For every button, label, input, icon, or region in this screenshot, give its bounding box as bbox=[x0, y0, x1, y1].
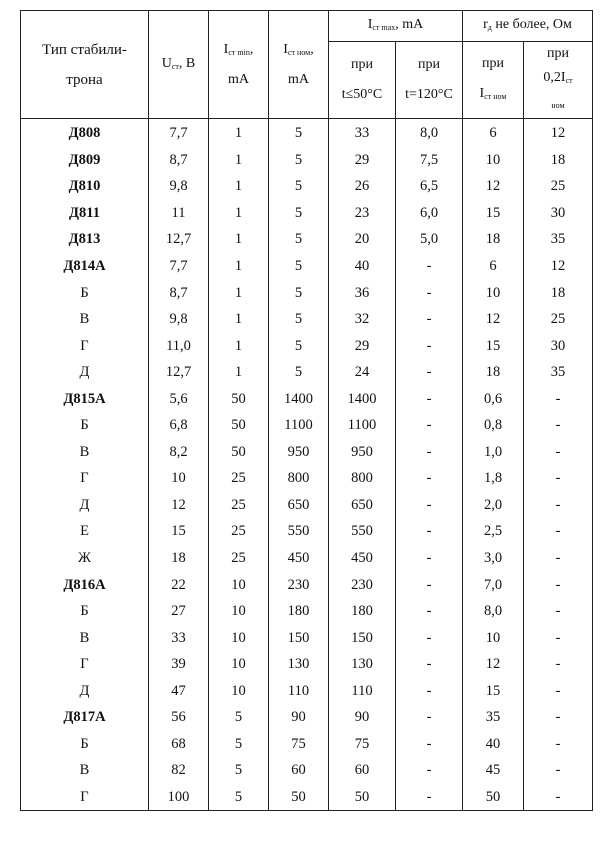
header-r-nom-line1: при bbox=[482, 55, 504, 71]
cell-imax-50c: 950 bbox=[329, 439, 396, 466]
cell-r-nom: 35 bbox=[463, 704, 524, 731]
cell-r-nom: 1,0 bbox=[463, 439, 524, 466]
cell-r-nom: 15 bbox=[463, 200, 524, 227]
cell-imax-50c: 1400 bbox=[329, 385, 396, 412]
table-row bbox=[21, 385, 593, 412]
cell-r-02: - bbox=[524, 439, 593, 466]
cell-r-nom: 3,0 bbox=[463, 545, 524, 572]
cell-r-02: 12 bbox=[524, 119, 593, 147]
cell-type: Д808 bbox=[21, 119, 149, 147]
header-r-nom bbox=[463, 42, 524, 119]
cell-r-nom: 8,0 bbox=[463, 598, 524, 625]
cell-imax-120c: - bbox=[396, 784, 463, 811]
cell-r-nom: 2,5 bbox=[463, 518, 524, 545]
cell-inom: 130 bbox=[269, 651, 329, 678]
cell-imin: 1 bbox=[209, 332, 269, 359]
cell-inom: 650 bbox=[269, 492, 329, 519]
header-imax-sub: ст max bbox=[372, 23, 396, 32]
cell-imax-50c: 20 bbox=[329, 226, 396, 253]
cell-r-02: - bbox=[524, 651, 593, 678]
cell-inom: 5 bbox=[269, 173, 329, 200]
table-row bbox=[21, 545, 593, 572]
cell-r-nom: 7,0 bbox=[463, 571, 524, 598]
cell-inom: 5 bbox=[269, 226, 329, 253]
table-row bbox=[21, 226, 593, 253]
cell-imin: 25 bbox=[209, 518, 269, 545]
header-imin-sub: ст min bbox=[228, 48, 250, 57]
cell-imax-50c: 650 bbox=[329, 492, 396, 519]
header-imax-50c-line2: t≤50°C bbox=[341, 87, 383, 102]
cell-voltage: 11,0 bbox=[149, 332, 209, 359]
header-inom-unit: mA bbox=[288, 72, 309, 87]
cell-type: В bbox=[21, 306, 149, 333]
cell-imax-50c: 36 bbox=[329, 279, 396, 306]
cell-voltage: 10 bbox=[149, 465, 209, 492]
cell-imax-120c: - bbox=[396, 598, 463, 625]
cell-r-02: - bbox=[524, 731, 593, 758]
cell-imax-50c: 33 bbox=[329, 119, 396, 147]
cell-voltage: 12 bbox=[149, 492, 209, 519]
cell-inom: 230 bbox=[269, 571, 329, 598]
table-row bbox=[21, 253, 593, 280]
cell-imin: 5 bbox=[209, 731, 269, 758]
header-type bbox=[21, 11, 149, 119]
cell-imax-120c: - bbox=[396, 359, 463, 386]
cell-type: Г bbox=[21, 465, 149, 492]
cell-voltage: 47 bbox=[149, 677, 209, 704]
cell-type: В bbox=[21, 624, 149, 651]
cell-imin: 5 bbox=[209, 784, 269, 811]
cell-imin: 1 bbox=[209, 119, 269, 147]
table-row bbox=[21, 439, 593, 466]
cell-inom: 75 bbox=[269, 731, 329, 758]
table-row bbox=[21, 200, 593, 227]
cell-r-02: - bbox=[524, 598, 593, 625]
cell-imax-120c: - bbox=[396, 412, 463, 439]
header-r-02-main: 0,2I bbox=[543, 70, 566, 85]
cell-voltage: 82 bbox=[149, 757, 209, 784]
cell-imin: 10 bbox=[209, 598, 269, 625]
cell-imin: 10 bbox=[209, 571, 269, 598]
header-r-02-line3: ном bbox=[551, 101, 565, 110]
table-row bbox=[21, 147, 593, 174]
table-row bbox=[21, 173, 593, 200]
header-imin-main: I bbox=[223, 42, 229, 57]
cell-voltage: 7,7 bbox=[149, 119, 209, 147]
cell-voltage: 8,2 bbox=[149, 439, 209, 466]
cell-r-nom: 10 bbox=[463, 624, 524, 651]
header-resistance-tail: не более, Ом bbox=[491, 17, 572, 32]
cell-imin: 50 bbox=[209, 385, 269, 412]
cell-voltage: 68 bbox=[149, 731, 209, 758]
cell-imin: 10 bbox=[209, 651, 269, 678]
cell-r-02: 30 bbox=[524, 332, 593, 359]
cell-r-02: 30 bbox=[524, 200, 593, 227]
cell-r-nom: 12 bbox=[463, 651, 524, 678]
cell-r-02: 12 bbox=[524, 253, 593, 280]
cell-imax-120c: - bbox=[396, 332, 463, 359]
cell-r-nom: 18 bbox=[463, 359, 524, 386]
cell-voltage: 11 bbox=[149, 200, 209, 227]
header-imax-120c-line2: t=120°C bbox=[405, 87, 453, 102]
cell-voltage: 12,7 bbox=[149, 359, 209, 386]
cell-type: Д bbox=[21, 492, 149, 519]
header-r-02-line1: при bbox=[547, 46, 569, 61]
zener-diode-table bbox=[20, 10, 593, 811]
cell-inom: 90 bbox=[269, 704, 329, 731]
cell-inom: 60 bbox=[269, 757, 329, 784]
cell-imin: 50 bbox=[209, 412, 269, 439]
cell-imin: 50 bbox=[209, 439, 269, 466]
cell-voltage: 22 bbox=[149, 571, 209, 598]
cell-imin: 1 bbox=[209, 226, 269, 253]
cell-imax-50c: 110 bbox=[329, 677, 396, 704]
header-imax-unit: , mA bbox=[395, 17, 424, 32]
cell-voltage: 15 bbox=[149, 518, 209, 545]
cell-imax-50c: 550 bbox=[329, 518, 396, 545]
cell-r-nom: 15 bbox=[463, 677, 524, 704]
cell-voltage: 8,7 bbox=[149, 147, 209, 174]
cell-r-02: 25 bbox=[524, 306, 593, 333]
cell-r-nom: 0,6 bbox=[463, 385, 524, 412]
cell-imin: 1 bbox=[209, 173, 269, 200]
header-imax-group bbox=[329, 11, 463, 42]
cell-inom: 1100 bbox=[269, 412, 329, 439]
cell-imin: 10 bbox=[209, 624, 269, 651]
cell-inom: 5 bbox=[269, 279, 329, 306]
header-imin bbox=[209, 11, 269, 119]
cell-imin: 10 bbox=[209, 677, 269, 704]
header-imax-120c bbox=[396, 42, 463, 119]
cell-type: Б bbox=[21, 279, 149, 306]
cell-inom: 5 bbox=[269, 359, 329, 386]
cell-r-02: 35 bbox=[524, 359, 593, 386]
cell-imin: 25 bbox=[209, 545, 269, 572]
cell-r-02: 35 bbox=[524, 226, 593, 253]
cell-imax-120c: - bbox=[396, 279, 463, 306]
cell-voltage: 18 bbox=[149, 545, 209, 572]
cell-r-nom: 18 bbox=[463, 226, 524, 253]
cell-voltage: 12,7 bbox=[149, 226, 209, 253]
cell-r-nom: 10 bbox=[463, 147, 524, 174]
header-voltage-sub: ст bbox=[171, 61, 179, 71]
cell-imax-120c: - bbox=[396, 439, 463, 466]
cell-imax-120c: - bbox=[396, 465, 463, 492]
cell-voltage: 7,7 bbox=[149, 253, 209, 280]
cell-imax-50c: 50 bbox=[329, 784, 396, 811]
cell-type: Б bbox=[21, 731, 149, 758]
cell-r-02: - bbox=[524, 704, 593, 731]
header-resistance-sub: д bbox=[487, 23, 492, 32]
header-inom-main: I bbox=[283, 42, 288, 57]
table-row bbox=[21, 571, 593, 598]
cell-imax-120c: - bbox=[396, 545, 463, 572]
cell-r-02: - bbox=[524, 492, 593, 519]
cell-type: Д814А bbox=[21, 253, 149, 280]
cell-imax-50c: 26 bbox=[329, 173, 396, 200]
cell-r-02: - bbox=[524, 518, 593, 545]
cell-imax-120c: - bbox=[396, 704, 463, 731]
cell-r-nom: 12 bbox=[463, 173, 524, 200]
cell-imin: 1 bbox=[209, 200, 269, 227]
header-r-nom-sub: ст ном bbox=[484, 91, 507, 101]
cell-type: Д bbox=[21, 359, 149, 386]
cell-imax-120c: - bbox=[396, 518, 463, 545]
header-inom-sub: ст ном bbox=[287, 48, 311, 57]
cell-imax-50c: 24 bbox=[329, 359, 396, 386]
cell-imax-50c: 1100 bbox=[329, 412, 396, 439]
cell-type: Д bbox=[21, 677, 149, 704]
cell-inom: 800 bbox=[269, 465, 329, 492]
table-row bbox=[21, 757, 593, 784]
table-row bbox=[21, 306, 593, 333]
table-row bbox=[21, 332, 593, 359]
header-resistance-main: r bbox=[483, 17, 488, 32]
cell-type: Ж bbox=[21, 545, 149, 572]
cell-type: Г bbox=[21, 784, 149, 811]
cell-imax-50c: 800 bbox=[329, 465, 396, 492]
table-row bbox=[21, 651, 593, 678]
cell-inom: 5 bbox=[269, 332, 329, 359]
header-imax-main: I bbox=[367, 17, 373, 32]
header-r-nom-main: I bbox=[479, 85, 485, 101]
cell-inom: 5 bbox=[269, 306, 329, 333]
cell-imax-120c: - bbox=[396, 624, 463, 651]
cell-r-nom: 45 bbox=[463, 757, 524, 784]
header-voltage-unit: , В bbox=[178, 55, 196, 71]
cell-inom: 1400 bbox=[269, 385, 329, 412]
table-row bbox=[21, 412, 593, 439]
cell-voltage: 39 bbox=[149, 651, 209, 678]
cell-imax-120c: 5,0 bbox=[396, 226, 463, 253]
cell-imax-50c: 130 bbox=[329, 651, 396, 678]
table-row bbox=[21, 492, 593, 519]
cell-inom: 110 bbox=[269, 677, 329, 704]
cell-r-02: - bbox=[524, 571, 593, 598]
cell-r-nom: 6 bbox=[463, 119, 524, 147]
cell-inom: 5 bbox=[269, 253, 329, 280]
table-row bbox=[21, 359, 593, 386]
cell-imax-120c: 6,5 bbox=[396, 173, 463, 200]
cell-r-nom: 50 bbox=[463, 784, 524, 811]
cell-imin: 5 bbox=[209, 757, 269, 784]
cell-type: В bbox=[21, 757, 149, 784]
cell-imin: 1 bbox=[209, 359, 269, 386]
cell-r-02: - bbox=[524, 677, 593, 704]
cell-type: Д817А bbox=[21, 704, 149, 731]
cell-voltage: 56 bbox=[149, 704, 209, 731]
cell-inom: 5 bbox=[269, 200, 329, 227]
cell-imax-50c: 32 bbox=[329, 306, 396, 333]
header-imax-50c bbox=[329, 42, 396, 119]
cell-r-nom: 2,0 bbox=[463, 492, 524, 519]
cell-type: Д809 bbox=[21, 147, 149, 174]
cell-r-02: - bbox=[524, 757, 593, 784]
cell-inom: 950 bbox=[269, 439, 329, 466]
table-row bbox=[21, 784, 593, 811]
cell-imax-50c: 60 bbox=[329, 757, 396, 784]
table-row bbox=[21, 704, 593, 731]
cell-imax-120c: - bbox=[396, 253, 463, 280]
cell-type: Г bbox=[21, 332, 149, 359]
header-voltage bbox=[149, 11, 209, 119]
cell-r-nom: 6 bbox=[463, 253, 524, 280]
table-row bbox=[21, 279, 593, 306]
cell-type: Д815А bbox=[21, 385, 149, 412]
cell-r-02: 18 bbox=[524, 279, 593, 306]
cell-imax-50c: 180 bbox=[329, 598, 396, 625]
cell-r-02: - bbox=[524, 465, 593, 492]
cell-imax-120c: 6,0 bbox=[396, 200, 463, 227]
cell-imin: 25 bbox=[209, 492, 269, 519]
cell-imax-50c: 40 bbox=[329, 253, 396, 280]
cell-type: Д810 bbox=[21, 173, 149, 200]
header-r-02-sub: ст bbox=[565, 76, 573, 85]
header-imax-120c-line1: при bbox=[418, 57, 440, 72]
cell-type: Б bbox=[21, 598, 149, 625]
cell-voltage: 9,8 bbox=[149, 173, 209, 200]
cell-voltage: 9,8 bbox=[149, 306, 209, 333]
cell-imin: 1 bbox=[209, 306, 269, 333]
cell-voltage: 33 bbox=[149, 624, 209, 651]
table-row bbox=[21, 677, 593, 704]
cell-imax-120c: - bbox=[396, 492, 463, 519]
header-voltage-main: U bbox=[161, 55, 172, 71]
cell-inom: 550 bbox=[269, 518, 329, 545]
cell-r-02: - bbox=[524, 412, 593, 439]
cell-imax-120c: - bbox=[396, 757, 463, 784]
header-imax-50c-line1: при bbox=[351, 57, 373, 72]
header-type-line1: Тип стабили- bbox=[42, 41, 127, 58]
cell-imax-50c: 90 bbox=[329, 704, 396, 731]
table-row bbox=[21, 518, 593, 545]
cell-r-02: - bbox=[524, 624, 593, 651]
cell-type: Е bbox=[21, 518, 149, 545]
header-inom-tail: , bbox=[310, 42, 314, 57]
cell-inom: 50 bbox=[269, 784, 329, 811]
cell-imin: 1 bbox=[209, 253, 269, 280]
cell-type: Д816А bbox=[21, 571, 149, 598]
header-type-line2: трона bbox=[66, 71, 103, 88]
cell-voltage: 6,8 bbox=[149, 412, 209, 439]
cell-r-02: - bbox=[524, 784, 593, 811]
cell-inom: 5 bbox=[269, 147, 329, 174]
cell-voltage: 27 bbox=[149, 598, 209, 625]
cell-voltage: 5,6 bbox=[149, 385, 209, 412]
table-row bbox=[21, 598, 593, 625]
table-row bbox=[21, 119, 593, 147]
header-r-02 bbox=[524, 42, 593, 119]
cell-imax-120c: - bbox=[396, 571, 463, 598]
cell-imax-50c: 230 bbox=[329, 571, 396, 598]
cell-imax-120c: - bbox=[396, 651, 463, 678]
table-body bbox=[21, 119, 593, 811]
cell-imax-50c: 150 bbox=[329, 624, 396, 651]
header-inom bbox=[269, 11, 329, 119]
cell-type: Д811 bbox=[21, 200, 149, 227]
cell-imax-120c: - bbox=[396, 677, 463, 704]
cell-r-nom: 1,8 bbox=[463, 465, 524, 492]
cell-r-nom: 0,8 bbox=[463, 412, 524, 439]
cell-imax-120c: - bbox=[396, 306, 463, 333]
table-row bbox=[21, 465, 593, 492]
header-imin-unit: mA bbox=[228, 72, 249, 87]
cell-imin: 1 bbox=[209, 279, 269, 306]
cell-inom: 180 bbox=[269, 598, 329, 625]
cell-imax-120c: 8,0 bbox=[396, 119, 463, 147]
cell-imin: 1 bbox=[209, 147, 269, 174]
cell-type: Г bbox=[21, 651, 149, 678]
cell-r-02: - bbox=[524, 545, 593, 572]
cell-r-02: 18 bbox=[524, 147, 593, 174]
header-resistance-group bbox=[463, 11, 593, 42]
cell-imax-50c: 29 bbox=[329, 332, 396, 359]
cell-imax-50c: 75 bbox=[329, 731, 396, 758]
cell-imax-50c: 29 bbox=[329, 147, 396, 174]
cell-imax-120c: 7,5 bbox=[396, 147, 463, 174]
cell-type: Б bbox=[21, 412, 149, 439]
cell-imax-120c: - bbox=[396, 385, 463, 412]
cell-voltage: 100 bbox=[149, 784, 209, 811]
cell-imax-120c: - bbox=[396, 731, 463, 758]
cell-inom: 5 bbox=[269, 119, 329, 147]
cell-imin: 5 bbox=[209, 704, 269, 731]
cell-r-nom: 15 bbox=[463, 332, 524, 359]
cell-imin: 25 bbox=[209, 465, 269, 492]
cell-imax-50c: 450 bbox=[329, 545, 396, 572]
cell-inom: 450 bbox=[269, 545, 329, 572]
cell-r-nom: 12 bbox=[463, 306, 524, 333]
cell-inom: 150 bbox=[269, 624, 329, 651]
cell-r-02: - bbox=[524, 385, 593, 412]
cell-r-02: 25 bbox=[524, 173, 593, 200]
cell-voltage: 8,7 bbox=[149, 279, 209, 306]
header-imin-tail: , bbox=[249, 42, 254, 57]
cell-r-nom: 40 bbox=[463, 731, 524, 758]
cell-r-nom: 10 bbox=[463, 279, 524, 306]
table-row bbox=[21, 731, 593, 758]
table-row bbox=[21, 624, 593, 651]
cell-imax-50c: 23 bbox=[329, 200, 396, 227]
cell-type: Д813 bbox=[21, 226, 149, 253]
cell-type: В bbox=[21, 439, 149, 466]
